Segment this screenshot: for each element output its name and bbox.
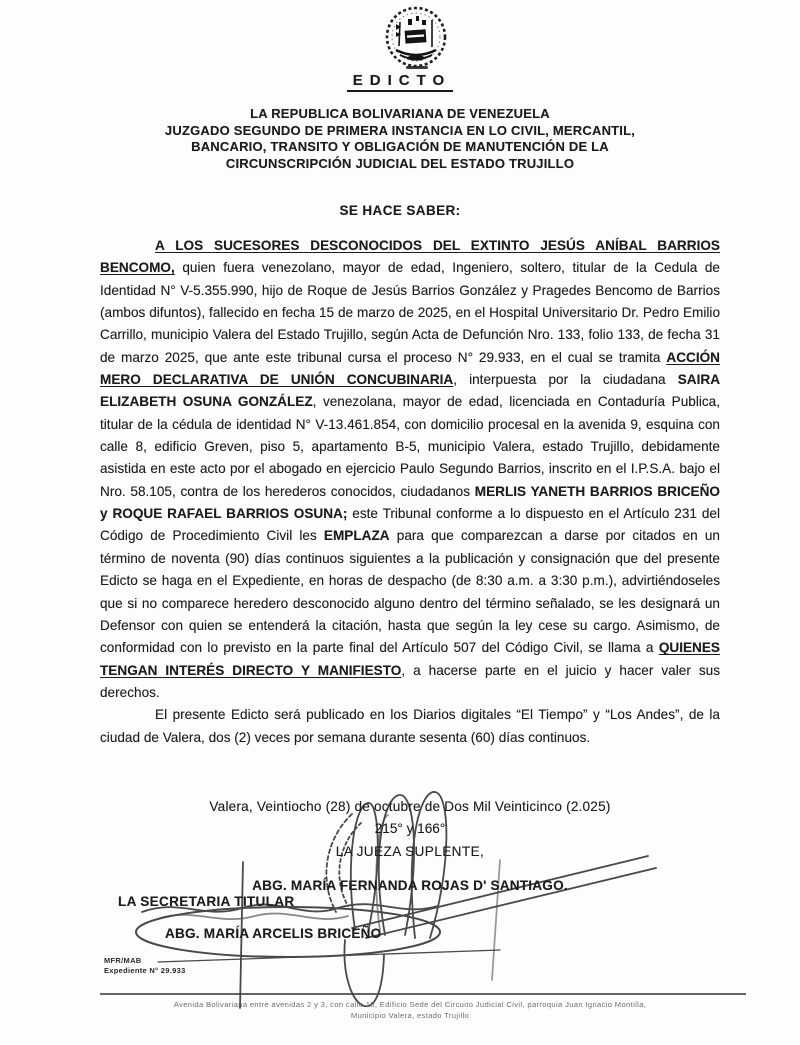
secretary-title: LA SECRETARIA TITULAR	[118, 894, 295, 909]
body-paragraph-main: A LOS SUCESORES DESCONOCIDOS DEL EXTINTO JESÚS ANÍBAL BARRIOS BENCOMO, quien fuera venezolano, mayor de edad, Ingeniero, soltero, titular de la Cedula de Identidad N° V-5.355.990, hijo de Roque de Jesús Barrios González y Pragedes Bencomo de Barrios (ambos difuntos), fallecido en fecha 15 de marzo de 2025, en el Hospital Universitario Dr. Pedro Emilio Carrillo, municipio Valera del Estado Trujillo, según Acta de Defunción Nro. 133, folio 133, de fecha 31 de marzo 2025, que ante este tribunal cursa el proceso N° 29.933, en el cual se tramita ACCIÓN MERO DECLARATIVA DE UNIÓN CONCUBINARIA, interpuesta por la ciudadana SAIRA ELIZABETH OSUNA GONZÁLEZ, venezolana, mayor de edad, licenciada en Contaduría Publica, titular de la cédula de identidad N° V-13.461.854, con domicilio procesal en la avenida 9, esquina con calle 8, edificio Greven, piso 5, apartamento B-5, municipio Valera, estado Trujillo, debidamente asistida en este acto por el abogado en ejercicio Paulo Segundo Barrios, inscrito en el I.P.S.A. bajo el Nro. 58.105, contra de los herederos conocidos, ciudadanos MERLIS YANETH BARRIOS BRICEÑO y ROQUE RAFAEL BARRIOS OSUNA; este Tribunal conforme a lo dispuesto en el Artículo 231 del Código de Procedimiento Civil les EMPLAZA para que comparezcan a darse por citados en un término de noventa (90) días continuos siguientes a la publicación y consignación que del presente Edicto se haga en el Expediente, en horas de despacho (de 8:30 a.m. a 3:30 p.m.), advirtiéndoseles que si no comparece heredero desconocido alguno dentro del término señalado, se les designará un Defensor con quien se entenderá la citación, hasta que según la ley cese su cargo. Asimismo, de conformidad con lo previsto en la parte final del Artículo 507 del Código Civil, se llama a QUIENES TENGAN INTERÉS DIRECTO Y MANIFIESTO, a hacerse parte en el juicio y hacer valer sus derechos.	[100, 238, 721, 700]
secretary-name: ABG. MARÍA ARCELIS BRICEÑO	[165, 926, 382, 941]
judge-name: ABG. MARÍA FERNANDA ROJAS D' SANTIAGO.	[252, 878, 568, 893]
judge-title: LA JUEZA SUPLENTE,	[335, 844, 485, 859]
edict-body	[100, 235, 720, 749]
address-line-1: Avenida Bolivariana entre avenidas 2 y 3, con calle 18, Edificio Sede del Circuito Judicial Civil, parroquia Juan Ignacio Montilla,	[173, 1000, 647, 1009]
document-title	[0, 72, 800, 90]
header-line-court-1: JUZGADO SEGUNDO DE PRIMERA INSTANCIA EN LO CIVIL, MERCANTIL,	[164, 122, 636, 138]
venezuela-coat-of-arms-seal-icon	[356, 2, 476, 74]
body-paragraph-publication: El presente Edicto será publicado en los Diarios digitales “El Tiempo” y “Los Andes”, de la ciudad de Valera, dos (2) veces por semana durante sesenta (60) días continuos.	[100, 707, 720, 745]
closing-block	[100, 796, 720, 896]
se-hace-saber-heading: SE HACE SABER:	[339, 203, 461, 218]
header-line-court-2: BANCARIO, TRANSITO Y OBLIGACIÓN DE MANUTENCIÓN DE LA	[191, 139, 609, 154]
anniversary-years: 215° y 166°	[374, 821, 446, 836]
document-title-text: EDICTO	[347, 72, 453, 92]
footer-divider	[100, 993, 746, 995]
court-header	[70, 106, 730, 172]
clerk-initials: MFR/MAB	[104, 956, 142, 965]
court-address-footer	[70, 1000, 750, 1021]
header-line-jurisdiction: CIRCUNSCRIPCIÓN JUDICIAL DEL ESTADO TRUJILLO	[225, 155, 575, 171]
address-line-2: Municipio Valera, estado Trujillo	[350, 1010, 470, 1020]
clerk-initials-block	[104, 956, 186, 976]
date-line: Valera, Veintiocho (28) de octubre de Dos Mil Veinticinco (2.025)	[209, 799, 611, 814]
expediente-number: Expediente N° 29.933	[104, 966, 186, 975]
header-line-republic: LA REPUBLICA BOLIVARIANA DE VENEZUELA	[250, 106, 550, 121]
